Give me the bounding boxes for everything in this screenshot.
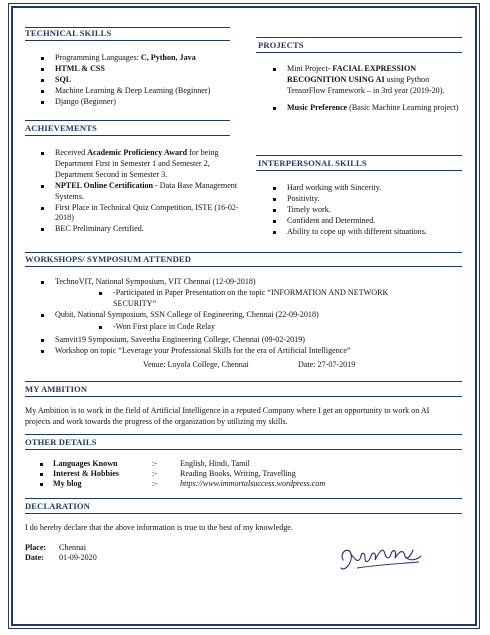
list-item: Confident and Determined. <box>272 216 464 227</box>
list-item: Programming Languages: C, Python, Java <box>40 53 240 64</box>
projects-bottom-rule <box>256 52 462 53</box>
list-item: Received Academic Proficiency Award for being Department First in Semester 1 and Semester 2, Department Second in Semester 3. <box>40 148 240 181</box>
other-row: Interest & Hobbies <box>40 469 119 480</box>
list-item: -Participated in Paper Presentation on the topic “INFORMATION AND NETWORK SECURITY” <box>98 288 428 310</box>
list-item: BEC Preliminary Certified. <box>40 224 240 235</box>
workshops-sub-list <box>98 288 428 310</box>
list-item: NPTEL Online Certification - Data Base Management Systems. <box>40 181 240 203</box>
bullet-icon <box>40 463 43 466</box>
technical-skills-bottom-rule <box>25 40 230 41</box>
technical-skills-list <box>40 53 240 108</box>
declaration-text: I do hereby declare that the above information is true to the best of my knowledge. <box>25 523 293 532</box>
place-label: Place: <box>25 543 47 552</box>
ambition-top-rule <box>25 381 462 382</box>
workshops-list <box>40 277 460 288</box>
other-details-top-rule <box>25 434 462 435</box>
blog-link[interactable]: https://www.immortalsuccess.wordpress.com <box>180 479 326 488</box>
list-item: First Place in Technical Quiz Competition, ISTE (16-02-2018) <box>40 203 240 225</box>
signature-image <box>335 538 427 578</box>
achievements-list <box>40 148 240 235</box>
other-sep: :- <box>152 459 157 468</box>
declaration-bottom-rule <box>25 513 462 514</box>
other-sep: :- <box>152 479 157 488</box>
list-item: Django (Beginner) <box>40 97 240 108</box>
workshops-list <box>40 335 460 357</box>
list-item: Samvit19 Symposium, Saveetha Engineering College, Chennai (09-02-2019) <box>40 335 460 346</box>
date-label: Date: <box>25 553 44 562</box>
interpersonal-list <box>272 183 464 238</box>
declaration-title: DECLARATION <box>25 501 90 511</box>
list-item: Mini Project- FACIAL EXPRESSION RECOGNITION USING AI using Python TensorFlow Framework – in 3rd year (2019-20). <box>272 64 464 97</box>
list-item: Timely work. <box>272 205 464 216</box>
workshop-venue: Venue: Loyola College, Chennai <box>143 360 249 369</box>
workshops-title: WORKSHOPS/ SYMPOSIUM ATTENDED <box>25 254 192 264</box>
list-item: SQL <box>40 75 240 86</box>
other-details-bottom-rule <box>25 449 462 450</box>
other-row: Languages Known <box>40 459 118 470</box>
interpersonal-top-rule <box>256 155 462 156</box>
interpersonal-bottom-rule <box>256 170 462 171</box>
other-sep: :- <box>152 469 157 478</box>
other-value: Reading Books, Writing, Travelling <box>180 469 296 478</box>
workshops-top-rule <box>25 252 462 253</box>
date-value: 01-09-2020 <box>59 553 97 562</box>
workshops-sub-list <box>98 322 428 333</box>
interpersonal-title: INTERPERSONAL SKILLS <box>258 158 367 168</box>
list-item: TechnoVIT, National Symposium, VIT Chennai (12-09-2018) <box>40 277 460 288</box>
other-value: English, Hindi, Tamil <box>180 459 250 468</box>
list-item: HTML & CSS <box>40 64 240 75</box>
bullet-icon <box>40 473 43 476</box>
list-item: Hard working with Sincerity. <box>272 183 464 194</box>
place-value: Chennai <box>59 543 86 552</box>
projects-top-rule <box>256 37 462 38</box>
achievements-title: ACHIEVEMENTS <box>25 123 97 133</box>
projects-title: PROJECTS <box>258 40 304 50</box>
declaration-top-rule <box>25 498 462 499</box>
other-row: My blog <box>40 479 82 490</box>
achievements-top-rule <box>25 120 230 121</box>
workshops-bottom-rule <box>25 266 462 267</box>
list-item: Qubit, National Symposium, SSN College of Engineering, Chennai (22-09-2018) <box>40 310 460 321</box>
workshops-list <box>40 310 460 321</box>
technical-skills-title: TECHNICAL SKILLS <box>25 28 112 38</box>
projects-list <box>272 64 464 114</box>
list-item: Workshop on topic “Leverage your Professional Skills for the era of Artificial Intelligence” <box>40 346 460 357</box>
workshop-date: Date: 27-07-2019 <box>298 360 356 369</box>
ambition-text: My Ambition is to work in the field of Artificial Intelligence in a reputed Company where I get an opportunity to work on AI projects and work towards the progress of the organization by utilizing my skills. <box>25 406 430 426</box>
bullet-icon <box>40 483 43 486</box>
list-item: -Won First place in Code Relay <box>98 322 428 333</box>
ambition-title: MY AMBITION <box>25 384 88 394</box>
list-item: Positivity. <box>272 194 464 205</box>
other-details-title: OTHER DETAILS <box>25 437 97 447</box>
ambition-bottom-rule <box>25 396 462 397</box>
list-item: Machine Learning & Deep Learning (Beginner) <box>40 86 240 97</box>
list-item: Ability to cope up with different situations. <box>272 227 464 238</box>
achievements-bottom-rule <box>25 135 230 136</box>
list-item: Music Preference (Basic Machine Learning project) <box>272 103 464 114</box>
